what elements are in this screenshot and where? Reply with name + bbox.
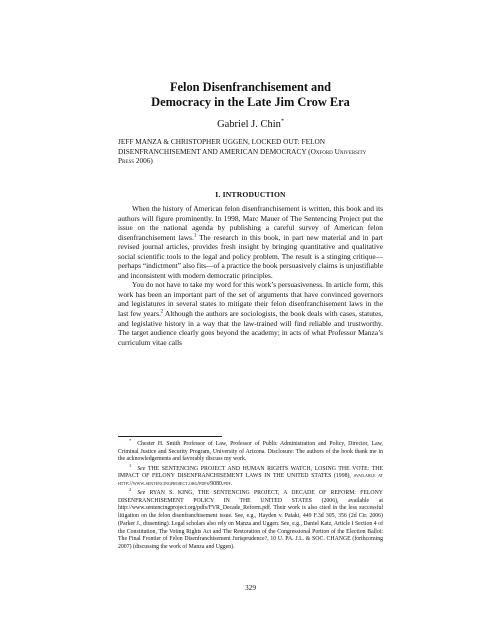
paragraph-2-text-a: You do not have to take my word for this work’s persuasiveness. In article form, this work has been an important part of the set of arguments that have convinced governors and legislatures in several states to mitigate their felon disenfranchisement laws in the last few years.: [118, 280, 383, 319]
footnote-ref-2[interactable]: 2: [160, 309, 164, 315]
footnote-1: [118, 462, 384, 489]
footnote-star-text: Chester H. Smith Professor of Law, Professor of Public Administration and Policy, Director, Law, Criminal Justice and Security Program, University of Arizona. Disclosure: The authors of the book thank me in the acknowledgements and favorably discuss my work.: [118, 441, 383, 463]
body-paragraph-2: [118, 280, 383, 347]
footnote-1-signal: See: [137, 465, 146, 472]
footnote-2-signal: See: [137, 490, 146, 496]
footnote-2-text: RYAN S. KING, THE SENTENCING PROJECT, A DECADE OF REFORM: FELONY DISENFRANCHISEMENT POLICY IN THE UNITED STATES (2006), available at http://www.sentencingproject.org/pdfs/FVR_Decade_Reform.pdf. Their work is also cited in the less successful litigation on the felon disenfranchisement issue. See, e.g., Hayden v. Pataki, 449 F.3d 305, 356 (2d Cir. 2006) (Parker J., dissenting). Legal scholars also rely on Manza and Uggen. See, e.g., Daniel Katz, Article I Section 4 of the Constitution, The Voting Rights Act and The Restoration of the Congressional Portion of the Election Ballot: The Final Frontier of Felon Disenfranchisement Jurisprudence?, 10 U. PA. J.L. & SOC. CHANGE (forthcoming 2007) (discussing the work of Manza and Uggen).: [118, 490, 383, 550]
paragraph-1-text-a: When the history of American felon disenfranchisement is written, this book and its authors will figure prominently. In 1998, Marc Mauer of The Sentencing Project put the issue on the national agenda by publishing a careful survey of American felon disenfranchisement laws.: [118, 204, 383, 242]
paragraph-1-text-b: The research in this book, in part new material and in part revised journal articles, provides fresh insight by bringing quantitative and qualitative social scientific tools to the legal and policy problem. The result is a stinging critique—perhaps “indictment” also fits—of a practice the book persuasively claims is unjustifiable and inconsistent with modern democratic principles.: [118, 232, 383, 280]
footnote-ref-1[interactable]: 1: [193, 233, 197, 239]
article-title: [118, 80, 383, 110]
body-text: [118, 204, 383, 347]
title-line-2: Democracy in the Late Jim Crow Era: [151, 95, 350, 109]
footnote-star: [118, 438, 383, 464]
author-byline: [118, 119, 383, 130]
footnote-1-mark: 1: [129, 462, 132, 468]
page-number: 329: [244, 583, 257, 592]
author-footnote-mark: *: [280, 118, 284, 125]
title-line-1: Felon Disenfranchisement and: [169, 80, 332, 94]
reviewed-book-citation: [118, 137, 383, 166]
footnote-divider: [118, 436, 222, 437]
footnote-2-mark: 2: [129, 487, 132, 493]
footnote-1-text: THE SENTENCING PROJECT AND HUMAN RIGHTS WATCH, LOSING THE VOTE: THE IMPACT OF FELONY DISENFRANCHISEMENT LAWS IN THE UNITED STATES (1998), available at http://www.sentencingproject.org/pdfs/9080.pdf.: [118, 465, 384, 487]
author-name: Gabriel J. Chin: [217, 119, 281, 130]
paragraph-2-text-b: Although the authors are sociologists, the book deals with cases, statutes, and legislative history in a way that the law-trained will find reliable and trustworthy. The target audience clearly goes beyond the academy; in acts of what Professor Manza’s curriculum vitae calls: [118, 309, 383, 347]
footnotes: [118, 438, 384, 553]
body-paragraph-1: [118, 204, 383, 280]
reviewed-book-text: JEFF MANZA & CHRISTOPHER UGGEN, LOCKED OUT: FELON DISENFRANCHISEMENT AND AMERICAN DEMOCRACY (Oxford University Press 2006): [118, 137, 367, 165]
section-heading: I. INTRODUCTION: [215, 190, 286, 199]
footnote-2: [118, 487, 383, 552]
footnote-star-mark: *: [129, 438, 132, 444]
